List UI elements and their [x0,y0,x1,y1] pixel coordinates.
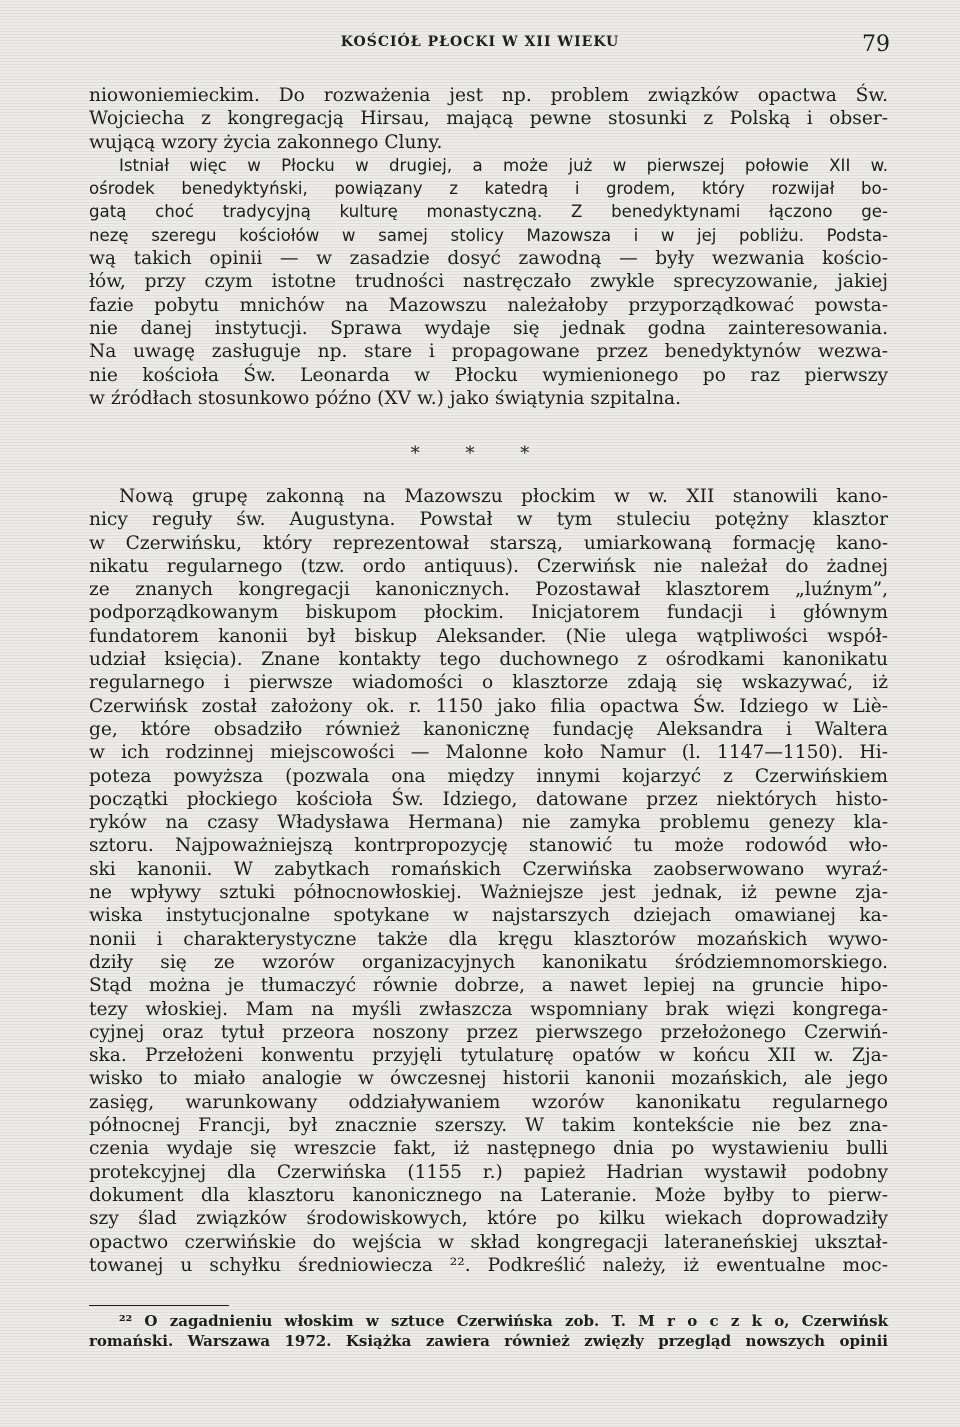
text-line: Wojciecha z kongregacją Hirsau, mającą pewne stosunki z Polską i obser- [89,108,888,130]
text-line: nie kościoła Św. Leonarda w Płocku wymienionego po raz pierwszy [89,364,888,386]
page-number: 79 [862,32,890,57]
text-line: szy ślad związków środowiskowych, które po kilku wiekach doprowadziły [89,1208,888,1230]
text-line: początki płockiego kościoła Św. Idziego, datowane przez niektórych histo- [89,788,888,810]
text-line: północnej Francji, był znacznie szerszy. W takim kontekście nie bez zna- [89,1115,888,1137]
text-line: ryków na czasy Władysława Hermana) nie zamyka problemu genezy kla- [89,812,888,834]
text-line: czenia wydaje się wreszcie fakt, iż następnego dnia po wystawieniu bulli [89,1138,888,1160]
text-line: podporządkowanym biskupom płockim. Inicjatorem fundacji i głównym [89,602,888,624]
text-line: opactwo czerwińskie do wejścia w skład kongregacji lateraneńskiej ukształ- [89,1231,888,1253]
text-line: niowoniemieckim. Do rozważenia jest np. problem związków opactwa Św. [89,85,888,106]
text-line: Istniał więc w Płocku w drugiej, a może już w pierwszej połowie XII w. [119,155,888,175]
running-title: KOŚCIÓŁ PŁOCKI W XII WIEKU [340,34,620,50]
text-line: nonii i charakterystyczne także dla kręgu klasztorów mozańskich wywo- [89,928,888,950]
section-separator: * * * [410,443,550,464]
text-line: łów, przy czym istotne trudności nastręczało zwykle sprecyzowanie, jakiej [89,271,888,293]
text-line: dokument dla klasztoru kanonicznego na Lateranie. Może byłby to pierw- [89,1184,888,1206]
text-line: nicy reguły św. Augustyna. Powstał w tym stuleciu potężny klasztor [89,509,888,531]
paragraph-section-1 [89,84,888,410]
text-line: sztoru. Najpoważniejszą kontrpropozycję stanowić tu może rodowód wło- [89,835,888,857]
text-line: towanej u schyłku średniowiecza ²². Podkreślić należy, iż ewentualne moc- [89,1254,888,1276]
text-line: tezy włoskiej. Mam na myśli zwłaszcza wspomniany brak więzi kongrega- [89,998,888,1020]
text-line: ośrodek benedyktyński, powiązany z katedrą i grodem, który rozwijał bo- [89,179,888,199]
footnote-line: ²² O zagadnieniu włoskim w sztuce Czerwińska zob. T. M r o c z k o, Czerwińsk [119,1312,888,1330]
text-line: w Czerwińsku, który reprezentował starszą, umiarkowaną formację kano- [89,532,888,554]
text-line: wisko to miało analogie w ówczesnej historii kanonii mozańskich, ale jego [89,1068,888,1090]
text-line: w ich rodzinnej miejscowości — Malonne koło Namur (l. 1147—1150). Hi- [89,742,888,764]
text-line: wującą wzory życia zakonnego Cluny. [89,131,443,153]
text-line: ski kanonii. W zabytkach romańskich Czerwińska zaobserwowano wyraź- [89,858,888,880]
footnote [89,1311,888,1351]
text-line: protekcyjnej dla Czerwińska (1155 r.) papież Hadrian wystawił podobny [89,1161,888,1183]
text-line: cyjnej oraz tytuł przeora noszony przez pierwszego przełożonego Czerwiń- [89,1021,888,1043]
text-line: Stąd można je tłumaczyć równie dobrze, a nawet lepiej na gruncie hipo- [89,975,888,997]
text-line: Czerwińsk został założony ok. r. 1150 jako filia opactwa Św. Idziego w Liè- [89,695,888,717]
text-line: ze znanych kongregacji kanonicznych. Pozostawał klasztorem „luźnym”, [89,579,888,601]
text-line: gatą choć tradycyjną kulturę monastyczną. Z benedyktynami łączono ge- [89,202,888,222]
paragraph-section-2 [89,485,888,1277]
running-head [0,34,960,58]
text-line: Na uwagę zasługuje np. stare i propagowane przez benedyktynów wezwa- [89,341,888,363]
text-line: regularnego i pierwsze wiadomości o klasztorze zdają się wskazywać, iż [89,672,888,694]
text-line: ska. Przełożeni konwentu przyjęli tytulaturę opatów w końcu XII w. Zja- [89,1045,888,1067]
text-line: Nową grupę zakonną na Mazowszu płockim w w. XII stanowili kano- [119,486,888,507]
text-line: w źródłach stosunkowo późno (XV w.) jako świątynia szpitalna. [89,387,682,409]
text-line: udział księcia). Znane kontakty tego duchownego z ośrodkami kanonikatu [89,649,888,671]
text-line: dziły się ze wzorów organizacyjnych kanonikatu śródziemnomorskiego. [89,951,888,973]
text-line: fazie pobytu mnichów na Mazowszu należałoby przyporządkować powsta- [89,294,888,316]
footnote-line: romański. Warszawa 1972. Książka zawiera również zwięzły przegląd nowszych opinii [89,1332,888,1350]
text-line: wą takich opinii — w zasadzie dosyć zawodną — były wezwania kościo- [89,248,888,270]
text-line: ge, które obsadziło również kanonicznę fundację Aleksandra i Waltera [89,718,888,740]
text-line: nie danej instytucji. Sprawa wydaje się jednak godna zainteresowania. [89,317,888,339]
text-line: nezę szeregu kościołów w samej stolicy Mazowsza i w jej pobliżu. Podsta- [89,225,888,245]
text-line: nikatu regularnego (tzw. ordo antiquus). Czerwińsk nie należał do żadnej [89,555,888,577]
text-line: fundatorem kanonii był biskup Aleksander. (Nie ulega wątpliwości współ- [89,625,888,647]
text-line: ne wpływy sztuki północnowłoskiej. Ważniejsze jest jednak, iż pewne zja- [89,882,888,904]
text-line: wiska instytucjonalne spotykane w najstarszych dziejach omawianej ka- [89,905,888,927]
text-line: poteza powyższa (pozwala ona między innymi kojarzyć z Czerwińskiem [89,765,888,787]
text-line: zasięg, warunkowany oddziaływaniem wzorów kanonikatu regularnego [89,1091,888,1113]
footnote-rule [89,1305,229,1306]
